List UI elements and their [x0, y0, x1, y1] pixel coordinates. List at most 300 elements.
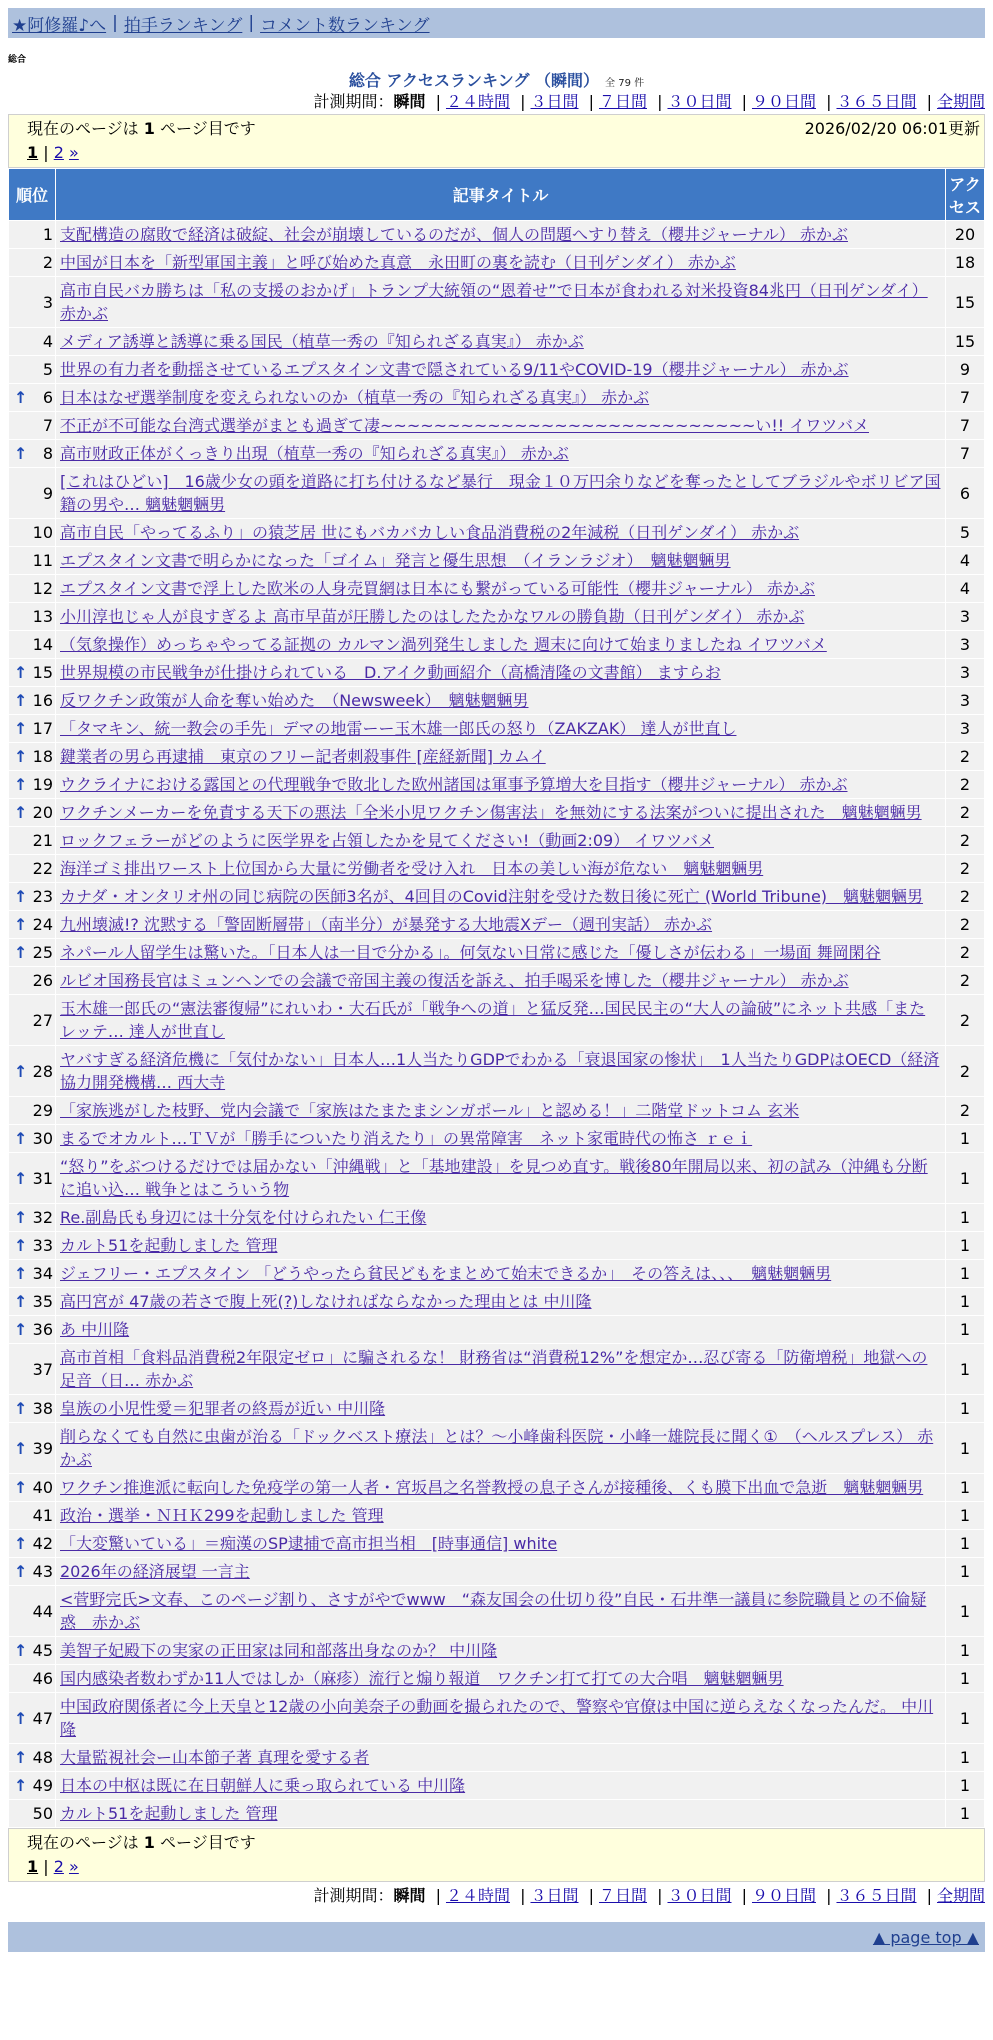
- article-title-link[interactable]: エプスタイン文書で浮上した欧米の人身売買網は日本にも繋がっている可能性（櫻井ジャーナル） 赤かぶ: [60, 579, 816, 598]
- title-cell: [56, 715, 946, 743]
- article-title-link[interactable]: 高市首相「食料品消費税2年限定ゼロ」に騙されるな！ 財務省は“消費税12%”を想定か…忍び寄る「防衛増税」地獄への足音（日… 赤かぶ: [60, 1348, 928, 1390]
- title-cell: [56, 1772, 946, 1800]
- access-count: 3: [946, 603, 985, 631]
- period-link-24h-bottom[interactable]: ２４時間: [445, 1886, 510, 1905]
- access-count: 6: [946, 468, 985, 519]
- rank-number: 48: [32, 1748, 53, 1767]
- rank-cell: [9, 1423, 56, 1474]
- rank-cell: [9, 1232, 56, 1260]
- rank-cell: [9, 1474, 56, 1502]
- table-row: [9, 1744, 985, 1772]
- title-cell: [56, 967, 946, 995]
- title-cell: [56, 519, 946, 547]
- title-cell: [56, 1395, 946, 1423]
- article-title-link[interactable]: 皇族の小児性愛＝犯罪者の終焉が近い 中川隆: [60, 1399, 386, 1418]
- table-row: [9, 412, 985, 440]
- rank-cell: [9, 1395, 56, 1423]
- article-title-link[interactable]: 高市财政正体がくっきり出現（植草一秀の『知られざる真実』） 赤かぶ: [60, 444, 569, 463]
- table-row: [9, 1316, 985, 1344]
- rank-cell: [9, 1637, 56, 1665]
- article-title-link[interactable]: エプスタイン文書で明らかになった「ゴイム」発言と優生思想 （イランラジオ） 魑魅魍魎男: [60, 551, 731, 570]
- article-title-link[interactable]: 日本はなぜ選挙制度を変えられないのか（植草一秀の『知られざる真実』） 赤かぶ: [60, 388, 650, 407]
- rank-cell: [9, 1344, 56, 1395]
- title-cell: [56, 384, 946, 412]
- rank-number: 32: [32, 1208, 53, 1227]
- table-row: [9, 1530, 985, 1558]
- pager: 1 | 2 »: [27, 143, 79, 162]
- rank-cell: [9, 1125, 56, 1153]
- rank-number: 38: [32, 1399, 53, 1418]
- access-count: 3: [946, 631, 985, 659]
- rank-number: 27: [32, 1010, 53, 1030]
- article-title-link[interactable]: （気象操作）めっちゃやってる証拠の カルマン渦列発生しました 週末に向けて始まりましたね イワツバメ: [60, 635, 827, 654]
- title-cell: [56, 1344, 946, 1395]
- title-cell: [56, 1586, 946, 1637]
- article-title-link[interactable]: 玉木雄一郎氏の“憲法審復帰”にれいわ・大石氏が「戦争への道」と猛反発…国民民主の“大人の論破”にネット共感「またレッテ… 達人が世直し: [60, 999, 926, 1041]
- updated-timestamp: 2026/02/20 06:01更新: [804, 119, 980, 138]
- rank-number: 7: [42, 416, 53, 435]
- rank-up-arrow-icon: ↑: [14, 747, 28, 766]
- rank-cell: [9, 883, 56, 911]
- access-count: 2: [946, 855, 985, 883]
- table-row: [9, 277, 985, 328]
- rank-number: 5: [42, 360, 53, 379]
- period-selector-bottom: 計測期間：瞬間 | ２４時間 | ３日間 | ７日間 | ３０日間 | ９０日間 | ３６５日間 | 全期間: [313, 1886, 985, 1905]
- table-row: [9, 827, 985, 855]
- title-cell: [56, 883, 946, 911]
- article-title-link[interactable]: ジェフリー・エプスタイン 「どうやったら貧民どもをまとめて始末できるか」 その答えは、、、 魑魅魍魎男: [60, 1264, 832, 1283]
- title-cell: [56, 1153, 946, 1204]
- rank-cell: [9, 384, 56, 412]
- article-title-link[interactable]: 政治・選挙・ＮＨＫ299を起動しました 管理: [60, 1506, 384, 1525]
- rank-number: 46: [32, 1669, 53, 1688]
- rank-number: 22: [32, 859, 53, 878]
- article-title-link[interactable]: 高市自民バカ勝ちは「私の支援のおかげ」トランプ大統領の“恩着せ”で日本が食われる対米投資84兆円（日刊ゲンダイ） 赤かぶ: [60, 281, 928, 323]
- rank-cell: [9, 771, 56, 799]
- access-count: 1: [946, 1637, 985, 1665]
- title-cell: [56, 771, 946, 799]
- current-page-text-bottom: 現在のページは 1 ページ目です: [27, 1833, 256, 1852]
- title-cell: [56, 1260, 946, 1288]
- rank-number: 39: [32, 1438, 53, 1458]
- table-row: [9, 468, 985, 519]
- rank-up-arrow-icon: ↑: [14, 719, 28, 738]
- table-row: [9, 1046, 985, 1097]
- period-link-all-bottom[interactable]: 全期間: [936, 1886, 985, 1905]
- rank-cell: [9, 939, 56, 967]
- rank-number: 37: [32, 1359, 53, 1379]
- rank-cell: [9, 799, 56, 827]
- rank-cell: [9, 659, 56, 687]
- table-row: [9, 221, 985, 249]
- rank-up-arrow-icon: ↑: [14, 691, 28, 710]
- access-count: 7: [946, 440, 985, 468]
- title-cell: [56, 277, 946, 328]
- access-count: 7: [946, 384, 985, 412]
- rank-cell: [9, 1288, 56, 1316]
- article-title-link[interactable]: あ 中川隆: [60, 1320, 130, 1339]
- article-title-link[interactable]: ウクライナにおける露国との代理戦争で敗北した欧州諸国は軍事予算増大を目指す（櫻井ジャーナル） 赤かぶ: [60, 775, 848, 794]
- title-cell: [56, 547, 946, 575]
- page-top-link[interactable]: ▲ page top ▲: [872, 1927, 979, 1947]
- article-title-link[interactable]: 九州壊滅!? 沈黙する「警固断層帯」（南半分）が暴発する大地震Xデー（週刊実話） 赤かぶ: [60, 915, 713, 934]
- title-cell: [56, 356, 946, 384]
- article-title-link[interactable]: 高市自民「やってるふり」の猿芝居 世にもバカバカしい食品消費税の2年減税（日刊ゲンダイ） 赤かぶ: [60, 523, 800, 542]
- access-count: 2: [946, 799, 985, 827]
- nav-link-applause-ranking[interactable]: 拍手ランキング: [123, 15, 243, 36]
- header-title: 記事タイトル: [56, 169, 946, 221]
- rank-cell: [9, 603, 56, 631]
- table-row: [9, 575, 985, 603]
- rank-cell: [9, 412, 56, 440]
- article-title-link[interactable]: 2026年の経済展望 一言主: [60, 1562, 250, 1581]
- access-count: 1: [946, 1153, 985, 1204]
- access-count: 2: [946, 911, 985, 939]
- title-cell: [56, 631, 946, 659]
- table-row: [9, 687, 985, 715]
- title-cell: [56, 1693, 946, 1744]
- table-row: [9, 1800, 985, 1828]
- rank-number: 26: [32, 971, 53, 990]
- access-count: 1: [946, 1665, 985, 1693]
- table-row: [9, 1558, 985, 1586]
- table-row: [9, 799, 985, 827]
- nav-separator: |: [112, 13, 118, 33]
- top-nav: [8, 8, 985, 38]
- rank-cell: [9, 277, 56, 328]
- table-row: [9, 743, 985, 771]
- rank-number: 25: [32, 943, 53, 962]
- period-link-7d-bottom[interactable]: ７日間: [598, 1886, 647, 1905]
- period-link-7d[interactable]: ７日間: [598, 92, 647, 111]
- access-count: 2: [946, 743, 985, 771]
- title-cell: [56, 221, 946, 249]
- table-row: [9, 356, 985, 384]
- access-count: 7: [946, 412, 985, 440]
- access-count: 3: [946, 715, 985, 743]
- period-current: 瞬間: [393, 92, 426, 111]
- table-row: [9, 1288, 985, 1316]
- access-count: 1: [946, 1474, 985, 1502]
- rank-number: 18: [32, 747, 53, 766]
- article-title-link[interactable]: 大量監視社会ー山本節子著 真理を愛する者: [60, 1748, 370, 1767]
- access-count: 1: [946, 1800, 985, 1828]
- rank-cell: [9, 356, 56, 384]
- rank-number: 34: [32, 1264, 53, 1283]
- table-row: [9, 440, 985, 468]
- rank-number: 21: [32, 831, 53, 850]
- title-cell: [56, 1316, 946, 1344]
- title-cell: [56, 603, 946, 631]
- title-cell: [56, 1637, 946, 1665]
- header-rank: 順位: [9, 169, 56, 221]
- rank-up-arrow-icon: ↑: [14, 1641, 28, 1660]
- period-link-90d-bottom[interactable]: ９０日間: [751, 1886, 816, 1905]
- article-title-link[interactable]: メディア誘導と誘導に乗る国民（植草一秀の『知られざる真実』） 赤かぶ: [60, 332, 584, 351]
- title-cell: [56, 799, 946, 827]
- ranking-table: [8, 168, 985, 1828]
- period-link-3d[interactable]: ３日間: [530, 92, 579, 111]
- access-count: 1: [946, 1232, 985, 1260]
- page-title: 総合 アクセスランキング （瞬間）: [348, 71, 600, 90]
- rank-up-arrow-icon: ↑: [14, 1236, 28, 1255]
- access-count: 20: [946, 221, 985, 249]
- article-title-link[interactable]: カルト51を起動しました 管理: [60, 1804, 278, 1823]
- rank-up-arrow-icon: ↑: [14, 775, 28, 794]
- rank-number: 28: [32, 1061, 53, 1081]
- table-row: [9, 1474, 985, 1502]
- title-cell: [56, 995, 946, 1046]
- title-cell: [56, 1423, 946, 1474]
- rank-cell: [9, 547, 56, 575]
- access-count: 2: [946, 771, 985, 799]
- rank-cell: [9, 1502, 56, 1530]
- period-link-3d-bottom[interactable]: ３日間: [530, 1886, 579, 1905]
- article-title-link[interactable]: “怒り”をぶつけるだけでは届かない「沖縄戦」と「基地建設」を見つめ直す。戦後80年開局以来、初の試み（沖縄も分断に追い込… 戦争とはこういう物: [60, 1157, 928, 1199]
- article-title-link[interactable]: 不正が不可能な台湾式選挙がまとも過ぎて凄~~~~~~~~~~~~~~~~~~~~~~~~~~~~い!! イワツバメ: [60, 416, 869, 435]
- nav-separator: |: [248, 13, 255, 33]
- rank-cell: [9, 1316, 56, 1344]
- access-count: 5: [946, 519, 985, 547]
- rank-up-arrow-icon: ↑: [14, 1292, 28, 1311]
- table-row: [9, 1260, 985, 1288]
- rank-number: 2: [42, 253, 53, 272]
- article-title-link[interactable]: <菅野完氏>文春、このページ割り、さすがやでwww “森友国会の仕切り役”自民・石井準一議員に参院職員との不倫疑惑 赤かぶ: [60, 1590, 927, 1632]
- title-cell: [56, 939, 946, 967]
- rank-up-arrow-icon: ↑: [14, 1534, 28, 1553]
- rank-number: 13: [32, 607, 53, 626]
- rank-up-arrow-icon: ↑: [14, 1168, 28, 1188]
- period-current-bottom: 瞬間: [393, 1886, 426, 1905]
- access-count: 1: [946, 1288, 985, 1316]
- rank-up-arrow-icon: ↑: [14, 1562, 28, 1581]
- article-title-link[interactable]: カナダ・オンタリオ州の同じ病院の医師3名が、4回目のCovid注射を受けた数日後に死亡 (World Tribune) 魑魅魍魎男: [60, 887, 924, 906]
- rank-up-arrow-icon: ↑: [14, 915, 28, 934]
- ranking-rows: [9, 221, 985, 1828]
- article-title-link[interactable]: ルビオ国務長官はミュンヘンでの会議で帝国主義の復活を訴え、拍手喝采を博した（櫻井ジャーナル） 赤かぶ: [60, 971, 849, 990]
- article-title-link[interactable]: 小川淳也じゃ人が良すぎるよ 高市早苗が圧勝したのはしたたかなワルの勝負勘（日刊ゲンダイ） 赤かぶ: [60, 607, 805, 626]
- article-title-link[interactable]: ワクチン推進派に転向した免疫学の第一人者・宮坂昌之名誉教授の息子さんが接種後、くも膜下出血で急逝 魑魅魍魎男: [60, 1478, 924, 1497]
- title-cell: [56, 1288, 946, 1316]
- rank-cell: [9, 995, 56, 1046]
- rank-cell: [9, 1530, 56, 1558]
- article-title-link[interactable]: 海洋ゴミ排出ワースト上位国から大量に労働者を受け入れ 日本の美しい海が危ない 魑魅魍魎男: [60, 859, 764, 878]
- rank-cell: [9, 1260, 56, 1288]
- article-title-link[interactable]: 世界の有力者を動揺させているエプスタイン文書で隠されている9/11やCOVID-19（櫻井ジャーナル） 赤かぶ: [60, 360, 849, 379]
- rank-cell: [9, 1586, 56, 1637]
- table-row: [9, 1344, 985, 1395]
- table-row: [9, 384, 985, 412]
- access-count: 15: [946, 277, 985, 328]
- access-count: 1: [946, 1344, 985, 1395]
- rank-cell: [9, 519, 56, 547]
- article-title-link[interactable]: Re.副島氏も身辺には十分気を付けられたい 仁王像: [60, 1208, 427, 1227]
- rank-number: 16: [32, 691, 53, 710]
- rank-up-arrow-icon: ↑: [14, 1708, 28, 1728]
- access-count: 4: [946, 547, 985, 575]
- rank-number: 17: [32, 719, 53, 738]
- article-title-link[interactable]: ネパール人留学生は驚いた。「日本人は一目で分かる」。何気ない日常に感じた「優しさが伝わる」一場面 舞岡閑谷: [60, 943, 881, 962]
- rank-number: 8: [42, 444, 53, 463]
- rank-up-arrow-icon: ↑: [14, 1438, 28, 1458]
- period-link-365d[interactable]: ３６５日間: [836, 92, 917, 111]
- nav-link-comment-ranking[interactable]: コメント数ランキング: [260, 15, 430, 36]
- title-cell: [56, 468, 946, 519]
- footer-bar: [8, 1922, 985, 1952]
- period-link-30d[interactable]: ３０日間: [667, 92, 732, 111]
- period-link-90d[interactable]: ９０日間: [751, 92, 816, 111]
- article-title-link[interactable]: [これはひどい] 16歳少女の頭を道路に打ち付けるなど暴行 現金１０万円余りなどを奪ったとしてブラジルやボリビア国籍の男や… 魑魅魍魎男: [60, 472, 941, 514]
- title-cell: [56, 1204, 946, 1232]
- title-cell: [56, 827, 946, 855]
- article-title-link[interactable]: まるでオカルト…ＴＶが「勝手についたり消えたり」の異常障害 ネット家電時代の怖さ ｒｅｉ: [60, 1129, 753, 1148]
- title-cell: [56, 1097, 946, 1125]
- rank-cell: [9, 575, 56, 603]
- article-title-link[interactable]: 国内感染者数わずか11人ではしか（麻疹）流行と煽り報道 ワクチン打て打ての大合唱 魑魅魍魎男: [60, 1669, 784, 1688]
- rank-up-arrow-icon: ↑: [14, 1129, 28, 1148]
- article-title-link[interactable]: 反ワクチン政策が人命を奪い始めた （Newsweek） 魑魅魍魎男: [60, 691, 529, 710]
- rank-cell: [9, 631, 56, 659]
- table-row: [9, 1665, 985, 1693]
- table-row: [9, 1395, 985, 1423]
- pager-next-link[interactable]: »: [69, 143, 79, 162]
- article-title-link[interactable]: 美智子妃殿下の実家の正田家は同和部落出身なのか？ 中川隆: [60, 1641, 498, 1660]
- period-link-24h[interactable]: ２４時間: [445, 92, 510, 111]
- title-cell: [56, 1046, 946, 1097]
- rank-number: 49: [32, 1776, 53, 1795]
- title-cell: [56, 911, 946, 939]
- table-row: [9, 967, 985, 995]
- access-count: 15: [946, 328, 985, 356]
- access-count: 2: [946, 967, 985, 995]
- rank-up-arrow-icon: ↑: [14, 1320, 28, 1339]
- pager-bottom: 1 | 2 »: [27, 1857, 79, 1876]
- access-count: 1: [946, 1744, 985, 1772]
- rank-cell: [9, 1046, 56, 1097]
- rank-up-arrow-icon: ↑: [14, 1399, 28, 1418]
- title-cell: [56, 1474, 946, 1502]
- article-title-link[interactable]: 中国が日本を「新型軍国主義」と呼び始めた真意 永田町の裏を読む（日刊ゲンダイ） 赤かぶ: [60, 253, 736, 272]
- article-title-link[interactable]: カルト51を起動しました 管理: [60, 1236, 278, 1255]
- table-row: [9, 519, 985, 547]
- rank-cell: [9, 1693, 56, 1744]
- title-cell: [56, 687, 946, 715]
- rank-cell: [9, 743, 56, 771]
- rank-cell: [9, 911, 56, 939]
- period-link-30d-bottom[interactable]: ３０日間: [667, 1886, 732, 1905]
- rank-number: 41: [32, 1506, 53, 1525]
- rank-number: 24: [32, 915, 53, 934]
- table-row: [9, 1693, 985, 1744]
- access-count: 1: [946, 1316, 985, 1344]
- article-title-link[interactable]: 世界規模の市民戦争が仕掛けられている D.アイク動画紹介（高橋清隆の文書館） ますらお: [60, 663, 721, 682]
- access-count: 1: [946, 1395, 985, 1423]
- access-count: 2: [946, 995, 985, 1046]
- rank-number: 1: [42, 225, 53, 244]
- access-count: 1: [946, 1125, 985, 1153]
- title-cell: [56, 1800, 946, 1828]
- rank-number: 50: [32, 1804, 53, 1823]
- rank-number: 36: [32, 1320, 53, 1339]
- table-row: [9, 249, 985, 277]
- article-title-link[interactable]: 削らなくても自然に虫歯が治る「ドックベスト療法」とは？～小峰歯科医院・小峰一雄院長に聞く① （ヘルスプレス） 赤かぶ: [60, 1427, 934, 1469]
- article-title-link[interactable]: 支配構造の腐敗で経済は破綻、社会が崩壊しているのだが、個人の問題へすり替え（櫻井ジャーナル） 赤かぶ: [60, 225, 848, 244]
- article-title-link[interactable]: ヤバすぎる経済危機に「気付かない」日本人…1人当たりGDPでわかる「衰退国家の惨状」 1人当たりGDPはOECD（経済協力開発機構… 西大寺: [60, 1050, 940, 1092]
- rank-cell: [9, 827, 56, 855]
- rank-cell: [9, 440, 56, 468]
- table-row: [9, 939, 985, 967]
- rank-number: 35: [32, 1292, 53, 1311]
- period-label: 計測期間：: [313, 92, 394, 111]
- rank-cell: [9, 967, 56, 995]
- period-link-365d-bottom[interactable]: ３６５日間: [836, 1886, 917, 1905]
- rank-up-arrow-icon: ↑: [14, 388, 28, 407]
- period-link-all[interactable]: 全期間: [936, 92, 985, 111]
- table-row: [9, 995, 985, 1046]
- table-row: [9, 659, 985, 687]
- rank-number: 11: [32, 551, 53, 570]
- pager-link-page-2[interactable]: 2: [53, 143, 64, 162]
- article-title-link[interactable]: 「家族逃がした枝野、党内会議で「家族はたまたまシンガポール」と認める！」二階堂ドットコム 玄米: [60, 1101, 800, 1120]
- title-cell: [56, 1125, 946, 1153]
- rank-number: 12: [32, 579, 53, 598]
- rank-number: 40: [32, 1478, 53, 1497]
- access-count: 2: [946, 1046, 985, 1097]
- total-count: 全 79 件: [605, 78, 645, 89]
- rank-up-arrow-icon: ↑: [14, 1264, 28, 1283]
- rank-number: 42: [32, 1534, 53, 1553]
- access-count: 1: [946, 1772, 985, 1800]
- rank-number: 47: [32, 1708, 53, 1728]
- access-count: 1: [946, 1502, 985, 1530]
- pager-current-page: 1: [27, 143, 39, 162]
- rank-cell: [9, 1097, 56, 1125]
- title-cell: [56, 328, 946, 356]
- table-row: [9, 1502, 985, 1530]
- nav-link-asyura[interactable]: ★阿修羅♪へ: [12, 15, 107, 36]
- article-title-link[interactable]: 高円宮が 47歳の若さで腹上死(?)しなければならなかった理由とは 中川隆: [60, 1292, 592, 1311]
- article-title-link[interactable]: 鍵業者の男ら再逮捕 東京のフリー記者刺殺事件 [産経新聞] カムイ: [60, 747, 546, 766]
- access-count: 1: [946, 1530, 985, 1558]
- rank-cell: [9, 221, 56, 249]
- article-title-link[interactable]: 「大変驚いている」＝痴漢のSP逮捕で高市担当相 [時事通信] white: [60, 1534, 558, 1553]
- access-count: 1: [946, 1260, 985, 1288]
- title-cell: [56, 249, 946, 277]
- breadcrumb: 総合: [8, 55, 27, 65]
- article-title-link[interactable]: 日本の中枢は既に在日朝鮮人に乗っ取られている 中川隆: [60, 1776, 466, 1795]
- article-title-link[interactable]: 「タマキン、統一教会の手先」デマの地雷ーー玉木雄一郎氏の怒り（ZAKZAK） 達人が世直し: [60, 719, 737, 738]
- access-count: 1: [946, 1204, 985, 1232]
- pager-link-page-2-bottom[interactable]: 2: [53, 1857, 64, 1876]
- rank-number: 23: [32, 887, 53, 906]
- rank-up-arrow-icon: ↑: [14, 1776, 28, 1795]
- rank-number: 29: [32, 1101, 53, 1120]
- article-title-link[interactable]: ロックフェラーがどのように医学界を占領したかを見てください!（動画2:09） イワツバメ: [60, 831, 714, 850]
- rank-cell: [9, 1744, 56, 1772]
- pager-next-link-bottom[interactable]: »: [69, 1857, 79, 1876]
- rank-number: 30: [32, 1129, 53, 1148]
- rank-cell: [9, 1204, 56, 1232]
- page-title-row: [8, 68, 985, 90]
- article-title-link[interactable]: 中国政府関係者に今上天皇と12歳の小向美奈子の動画を撮られたので、警察や官僚は中国に逆らえなくなったんだ。 中川隆: [60, 1697, 934, 1739]
- title-cell: [56, 855, 946, 883]
- header-access: アクセス: [946, 169, 985, 221]
- table-row: [9, 547, 985, 575]
- table-row: [9, 631, 985, 659]
- title-cell: [56, 1530, 946, 1558]
- article-title-link[interactable]: ワクチンメーカーを免責する天下の悪法「全米小児ワクチン傷害法」を無効にする法案がついに提出された 魑魅魍魎男: [60, 803, 922, 822]
- rank-cell: [9, 715, 56, 743]
